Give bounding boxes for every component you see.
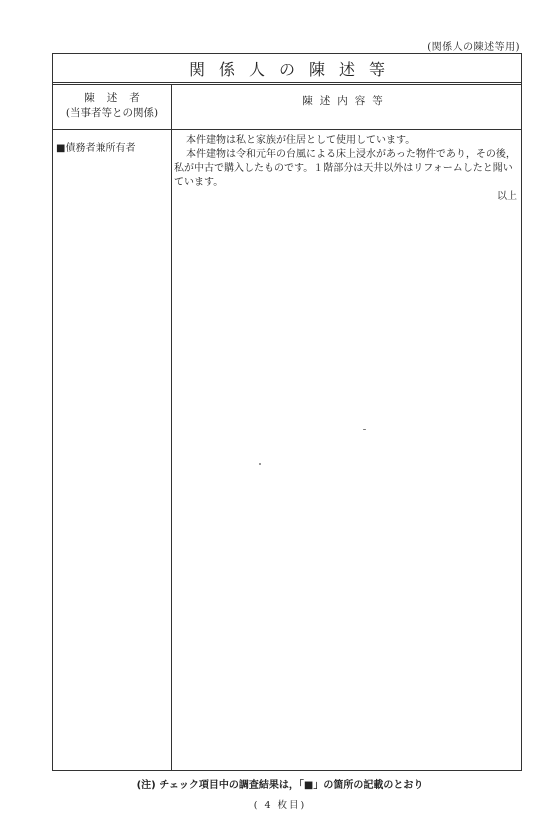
header-declarant-label: 陳述者 xyxy=(84,92,152,104)
column-divider xyxy=(171,85,172,770)
footnote: (注) チェック項目中の調査結果は，「■」の箇所の記載のとおり xyxy=(136,780,424,791)
scan-speck xyxy=(363,429,366,430)
form-type-label: (関係人の陳述等用) xyxy=(427,42,520,53)
header-relationship-label: (当事者等との関係) xyxy=(65,107,159,119)
page-title: 関係人の陳述等 xyxy=(188,59,399,79)
page-number: ( 4 枚目) xyxy=(253,800,307,811)
scan-speck xyxy=(259,463,261,465)
statement-cell xyxy=(174,134,517,204)
declarant-cell: ■債務者兼所有者 xyxy=(56,143,136,154)
statement-paragraph-2: 本件建物は令和元年の台風による床上浸水があった物件であり，その後，私が中古で購入したものです。１階部分は天井以外はリフォームしたと聞いています。 xyxy=(174,149,516,188)
header-declarant xyxy=(53,91,171,121)
statement-form-table xyxy=(52,53,522,771)
statement-paragraph-1: 本件建物は私と家族が住居として使用しています。 xyxy=(186,135,416,146)
header-statement-content: 陳述内容等 xyxy=(302,95,390,107)
title-row xyxy=(53,54,521,85)
header-row xyxy=(53,85,521,130)
statement-ending: 以上 xyxy=(497,191,517,202)
